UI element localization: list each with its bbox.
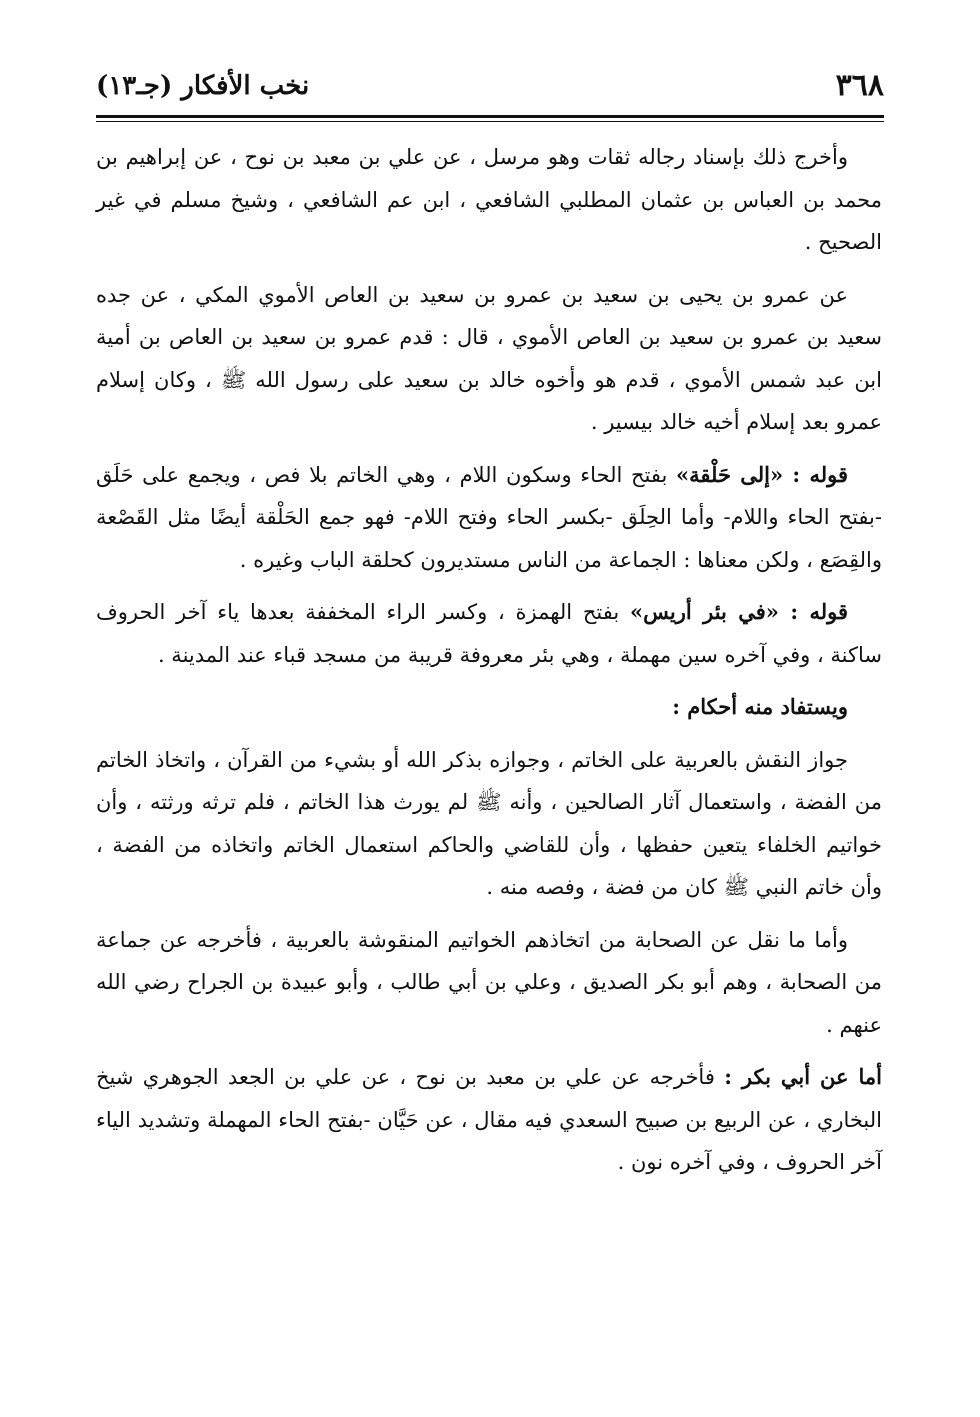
running-header	[96, 66, 884, 110]
section-subheading: ويستفاد منه أحكام :	[672, 694, 848, 719]
header-rule-thick	[96, 115, 884, 118]
paragraph-3-lead: قوله : «إلى حَلْقة»	[676, 461, 849, 487]
paragraph-1: وأخرج ذلك بإسناد رجاله ثقات وهو مرسل ، عن علي بن معبد بن نوح ، عن إبراهيم بن محمد بن العباس بن عثمان المطلبي الشافعي ، ابن عم الشافعي ، وشيخ مسلم في غير الصحيح .	[96, 145, 882, 254]
header-rule-thin	[96, 121, 884, 122]
body-text	[96, 136, 882, 1194]
paragraph-4-lead: قوله : «في بئر أريس»	[630, 599, 848, 624]
book-title: نخب الأفكار (جـ١٣)	[96, 71, 310, 101]
paragraph-7-lead: أما عن أبي بكر :	[724, 1064, 882, 1089]
paragraph-4	[96, 591, 882, 676]
paragraph-4-text: بفتح الهمزة ، وكسر الراء المخففة بعدها ياء آخر الحروف ساكنة ، وفي آخره سين مهملة ، وهي بئر معروفة قريبة من مسجد قباء عند المدينة .	[96, 600, 882, 667]
paragraph-6: وأما ما نقل عن الصحابة من اتخاذهم الخواتيم المنقوشة بالعربية ، فأخرجه عن جماعة من الصحابة ، وهم أبو بكر الصديق ، وعلي بن أبي طالب ، وأبو عبيدة بن الجراح رضي الله عنهم .	[96, 927, 882, 1037]
paragraph-3-text: بفتح الحاء وسكون اللام ، وهي الخاتم بلا فص ، ويجمع على حَلَق -بفتح الحاء واللام- وأما الحِلَق -بكسر الحاء وفتح اللام- فهو جمع الحَلْقة أيضًا مثل القَصْعة والقِصَع ، ولكن معناها : الجماعة من الناس مستديرون كحلقة الباب وغيره .	[96, 462, 882, 572]
paragraph-2: عن عمرو بن يحيى بن سعيد بن عمرو بن سعيد بن العاص الأموي المكي ، عن جده سعيد بن عمرو بن سعيد بن العاص الأموي ، قال : قدم عمرو بن سعيد بن العاص بن أمية ابن عبد شمس الأموي ، قدم هو وأخوه خالد بن سعيد على رسول الله ﷺ ، وكان إسلام عمرو بعد إسلام أخيه خالد بيسير .	[96, 282, 882, 434]
paragraph-7	[96, 1056, 882, 1184]
paragraph-7-text: فأخرجه عن علي بن معبد بن نوح ، عن علي بن الجعد الجوهري شيخ البخاري ، عن الربيع بن صبيح السعدي فيه مقال ، عن حَيَّان -بفتح الحاء المهملة وتشديد الياء آخر الحروف ، وفي آخره نون .	[96, 1065, 882, 1174]
paragraph-3	[96, 454, 882, 582]
paragraph-5: جواز النقش بالعربية على الخاتم ، وجوازه بذكر الله أو بشيء من القرآن ، واتخاذ الخاتم من الفضة ، واستعمال آثار الصالحين ، وأنه ﷺ لم يورث هذا الخاتم ، فلم ترثه ورثته ، وأن خواتيم الخلفاء يتعين حفظها ، وأن للقاضي والحاكم استعمال الخاتم واتخاذه من الفضة ، وأن خاتم النبي ﷺ كان من فضة ، وفصه منه .	[96, 747, 882, 899]
page-number: ٣٦٨	[835, 68, 884, 103]
